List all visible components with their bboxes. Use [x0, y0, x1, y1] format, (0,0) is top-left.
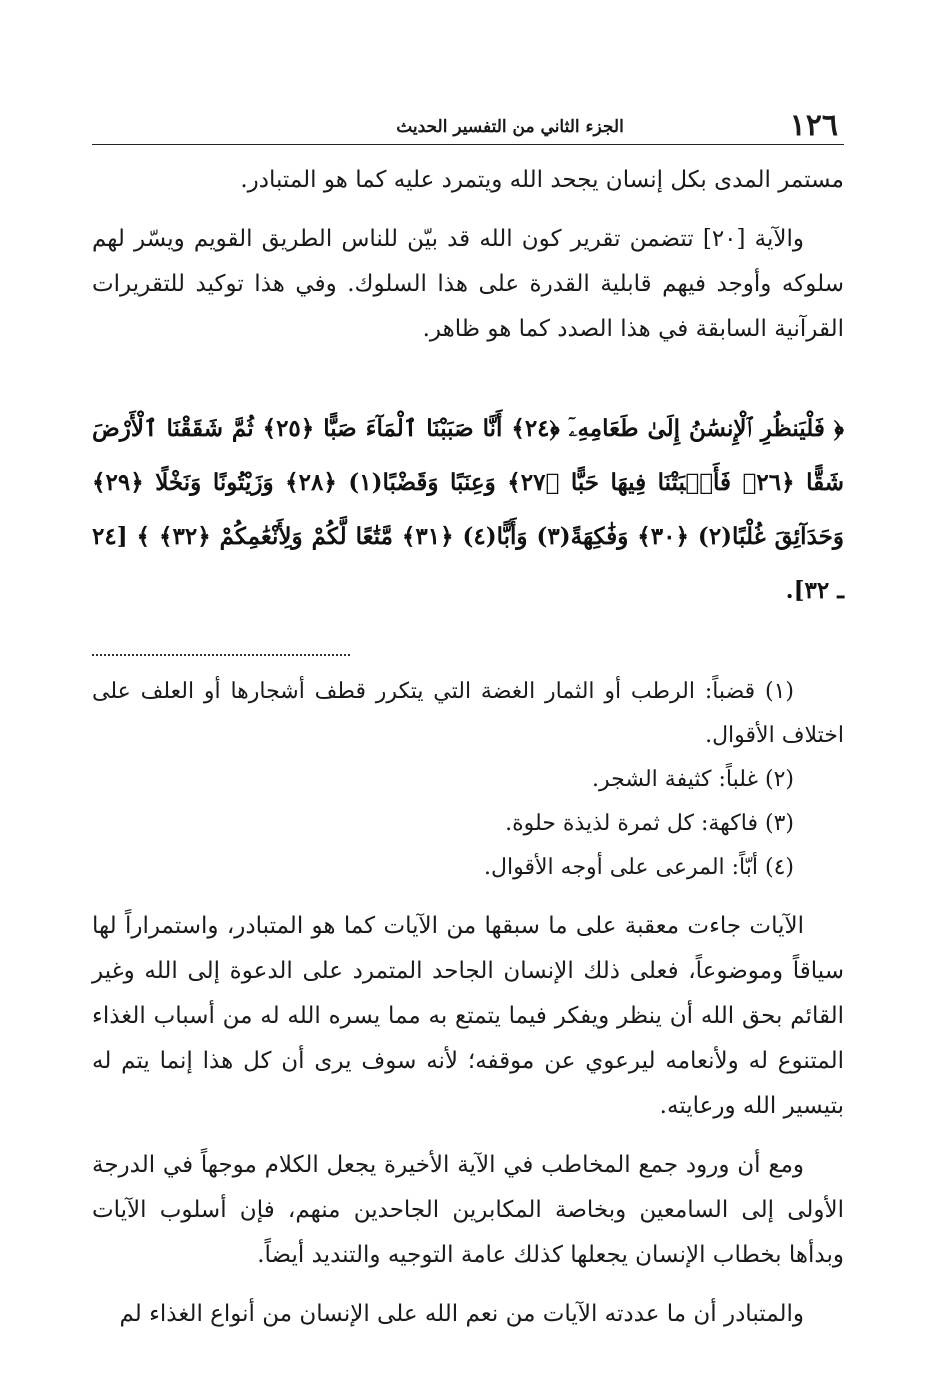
footnotes	[92, 670, 844, 890]
page-number: ١٢٦	[789, 108, 838, 143]
paragraph-verse-20-commentary: والآية [٢٠] تتضمن تقرير كون الله قد بيّن للناس الطريق القويم ويسّر لهم سلوكه وأوجد فيهم قابلية القدرة على هذا السلوك. وفي هذا توكيد للتقريرات القرآنية السابقة في هذا الصدد كما هو ظاهر.	[92, 226, 844, 342]
running-header	[92, 108, 844, 145]
paragraph-continuation: مستمر المدى بكل إنسان يجحد الله ويتمرد عليه كما هو المتبادر.	[240, 167, 844, 193]
page-content	[92, 158, 844, 1337]
paragraph-commentary-2: ومع أن ورود جمع المخاطب في الآية الأخيرة يجعل الكلام موجهاً في الدرجة الأولى إلى السامعين وبخاصة المكابرين الجاحدين منهم، فإن أسلوب الآيات وبدأها بخطاب الإنسان يجعلها كذلك عامة التوجيه والتنديد أيضاً.	[92, 1152, 844, 1268]
header-title: الجزء الثاني من التفسير الحديث	[396, 117, 624, 137]
footnote-2: (٢) غلباً: كثيفة الشجر.	[592, 767, 794, 792]
paragraph-commentary-3: والمتبادر أن ما عددته الآيات من نعم الله على الإنسان من أنواع الغذاء لم	[119, 1301, 804, 1327]
paragraph-commentary-1: الآيات جاءت معقبة على ما سبقها من الآيات كما هو المتبادر، واستمراراً لها سياقاً وموضوعاً، فعلى ذلك الإنسان الجاحد المتمرد على الدعوة إلى الله وغير القائم بحق الله أن ينظر ويفكر فيما يتمتع به مما يسره الله له من أسباب الغذاء المتنوع له ولأنعامه ليرعوي عن موقفه؛ لأنه سوف يرى أن كل هذا إنما يتم له بتيسير الله ورعايته.	[92, 913, 844, 1119]
quran-verse-block: ﴿ فَلْيَنظُرِ ٱلْإِنسَٰنُ إِلَىٰ طَعَامِهِۦٓ ﴿٢٤﴾ أَنَّا صَبَبْنَا ٱلْمَآءَ صَبًّا ﴿٢٥﴾ ثُمَّ شَقَقْنَا ٱلْأَرْضَ شَقًّا ﴿٢٦﴾ فَأَنۢبَتْنَا فِيهَا حَبًّا ﴿٢٧﴾ وَعِنَبًا وَقَضْبًا(١) ﴿٢٨﴾ وَزَيْتُونًا وَنَخْلًا ﴿٢٩﴾ وَحَدَآئِقَ غُلْبًا(٢) ﴿٣٠﴾ وَفَٰكِهَةً(٣) وَأَبًّا(٤) ﴿٣١﴾ مَّتَٰعًا لَّكُمْ وَلِأَنْعَٰمِكُمْ ﴿٣٢﴾ ﴾ [٢٤ ـ ٣٢].	[92, 415, 845, 604]
footnote-1: (١) قضباً: الرطب أو الثمار الغضة التي يتكرر قطف أشجارها أو العلف على اختلاف الأقوال.	[92, 679, 844, 748]
footnote-3: (٣) فاكهة: كل ثمرة لذيذة حلوة.	[505, 811, 794, 836]
footnote-4: (٤) أبّاً: المرعى على أوجه الأقوال.	[484, 855, 794, 880]
